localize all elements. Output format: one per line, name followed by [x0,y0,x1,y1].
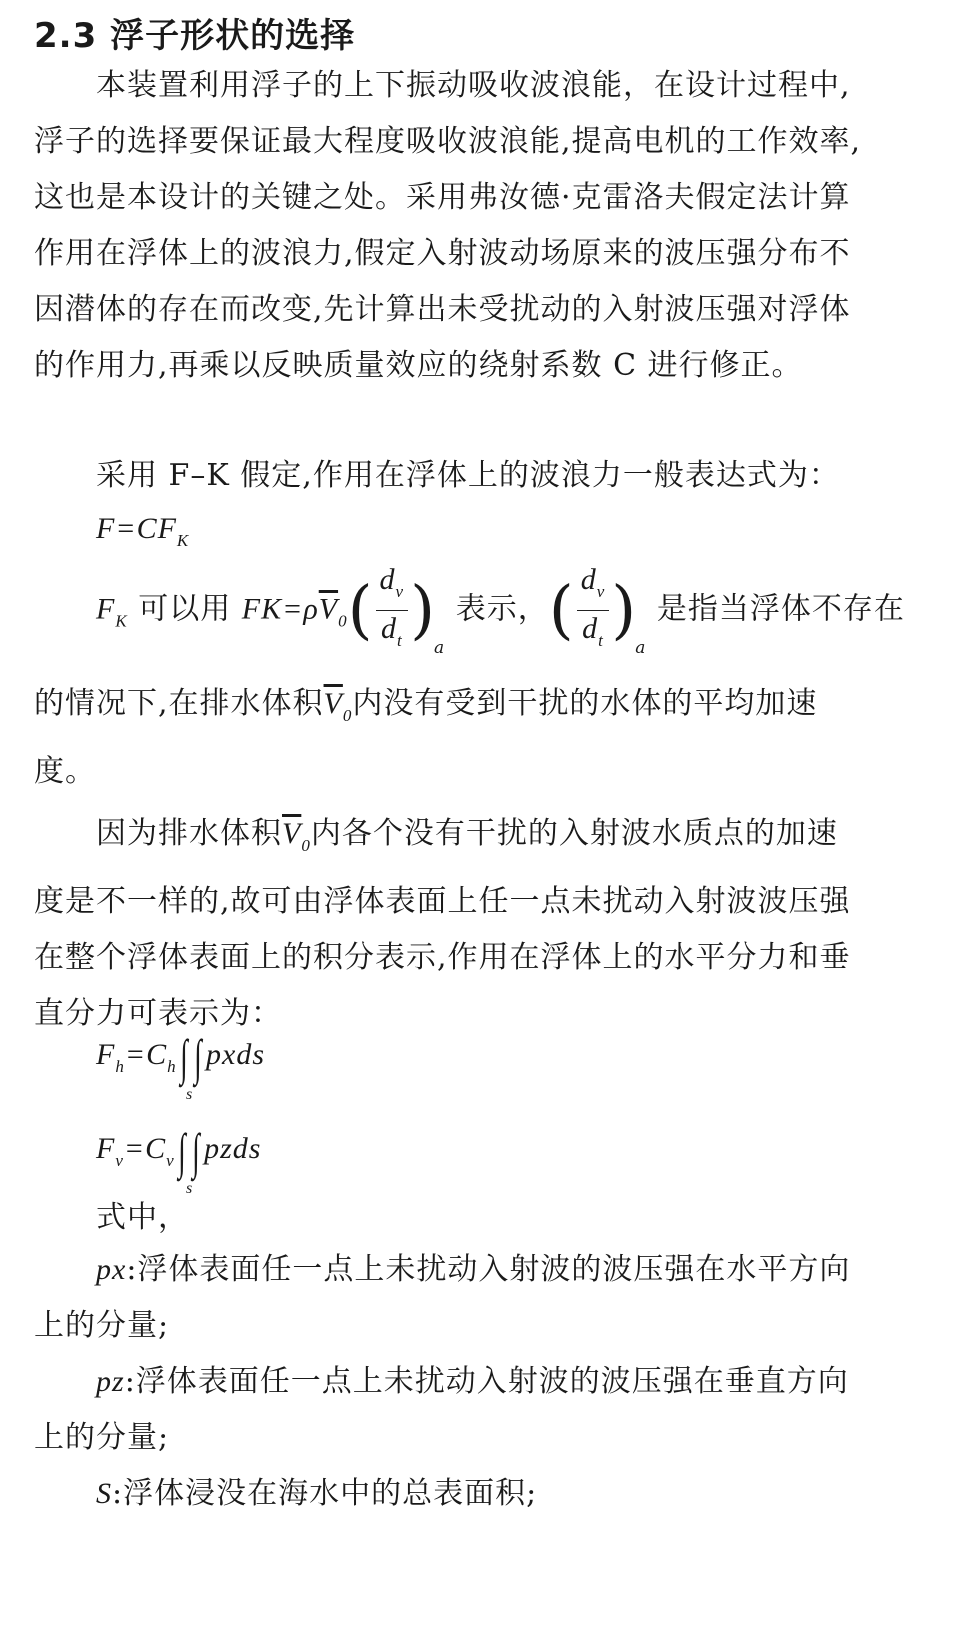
equation-fk-definition: $F_K$ 可以用 $FK=\rho\overline{V}_0$( $\frac{d_v}{d_t}$ )$_a$ 表示，( $\frac{d_v}{d_t}$ )$_a$ 是指当浮体不存在 [96,563,905,658]
integral-subscript-h: s [186,1086,193,1103]
definition-px: px:浮体表面任一点上未扰动入射波的波压强在水平方向上的分量; [34,1252,851,1343]
integral-subscript-v: s [186,1180,193,1197]
equation-horizontal-force: $F_h=C_h\int$ ∫ pxds [96,1029,265,1085]
equation-vertical-force: $F_v=C_v\int$ ∫ pzds [96,1123,262,1179]
paragraph-fk-assumption: 采用 F–K 假定,作用在浮体上的波浪力一般表达式为： [96,458,840,493]
section-heading: 2.3 浮子形状的选择 [34,16,356,56]
where-label: 式中， [96,1200,189,1235]
definition-s: S:浮体浸没在海水中的总表面积; [96,1476,538,1511]
paragraph-intro: 本装置利用浮子的上下振动吸收波浪能，在设计过程中,浮子的选择要保证最大程度吸收波浪能,提高电机的工作效率,这也是本设计的关键之处。采用弗汝德·克雷洛夫假定法计算作用在浮体上的波浪力,假定入射波动场原来的波压强分布不因潜体的存在而改变,先计算出未受扰动的入射波压强对浮体的作用力,再乘以反映质量效应的绕射系数 C 进行修正。 [34,68,862,383]
definition-pz: pz:浮体表面任一点上未扰动入射波的波压强在垂直方向上的分量; [34,1364,849,1455]
paragraph-integral-intro: 因为排水体积$\overline{V}_0$内各个没有干扰的入射波水质点的加速度是不一样的,故可由浮体表面上任一点未扰动入射波波压强在整个浮体表面上的积分表示,作用在浮体上的水平分力和垂直分力可表示为： [34,816,851,1031]
equation-f-cfk: $F=CF_K$ [96,512,190,550]
paragraph-mean-acceleration: 的情况下,在排水体积$\overline{V}_0$内没有受到干扰的水体的平均加速度。 [34,686,818,789]
